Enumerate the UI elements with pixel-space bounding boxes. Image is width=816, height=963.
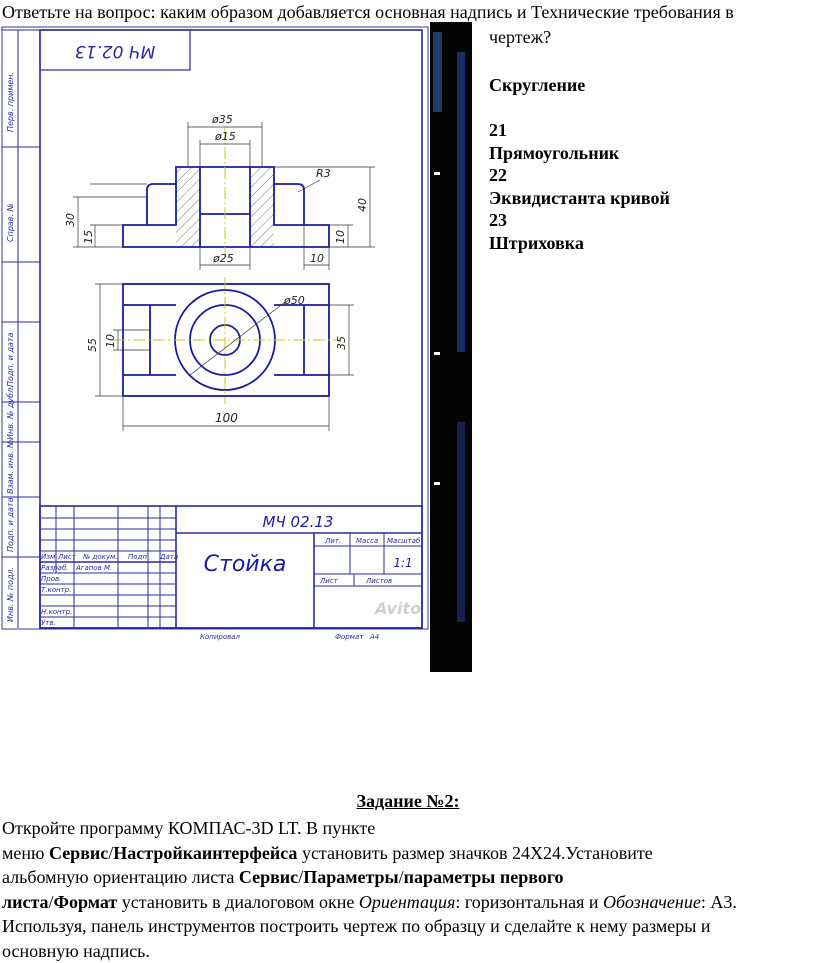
task-line: Используя, панель инструментов построить чертеж по образцу и сделайте к нему размеры и	[2, 914, 814, 939]
task-line	[2, 890, 814, 915]
menu-ref: Параметры	[303, 867, 398, 887]
menu-ref: Настройкаинтерфейса	[113, 843, 297, 863]
tb-label: Агапов М.	[75, 564, 112, 572]
side-label: Инв. № подл.	[6, 567, 15, 622]
dim-label: R3	[316, 167, 331, 180]
dim-label: 10	[104, 334, 117, 348]
tb-label: Дата	[159, 553, 178, 561]
top-designation: МЧ 02.13	[75, 41, 155, 61]
task-text: установить размер значков 24X24.Установите	[297, 843, 652, 863]
dim-label: 30	[64, 213, 77, 227]
task-line: Откройте программу КОМПАС-3D LT. В пункте	[2, 816, 814, 841]
side-label: Подп. и дата	[6, 332, 15, 387]
tb-label: Масса	[356, 537, 378, 545]
tb-label: Изм	[41, 553, 56, 561]
tb-label: Листов	[365, 577, 392, 585]
task-text: /	[108, 843, 113, 863]
dim-label: ø50	[283, 294, 305, 307]
task-text: /	[49, 892, 54, 912]
tb-label: Н.контр.	[41, 608, 72, 616]
tb-label: Утв.	[41, 619, 56, 627]
menu-ref: листа	[2, 892, 49, 912]
tb-label: Копировал	[200, 633, 241, 641]
menu-ref: Формат	[54, 892, 118, 912]
tb-label: Подп.	[128, 553, 149, 561]
task-text: альбомную ориентацию листа	[2, 867, 239, 887]
tb-label: Разраб.	[41, 564, 69, 572]
side-label: Подп. и дата	[6, 497, 15, 552]
technical-drawing	[0, 22, 472, 672]
dim-label: 15	[82, 230, 95, 244]
tb-label: Пров.	[41, 575, 61, 583]
dim-label: 10	[334, 230, 347, 244]
tb-label: Лист	[319, 577, 339, 585]
side-label: Перв. примен.	[6, 72, 15, 132]
tb-label: № докум.	[82, 553, 118, 561]
menu-ref: параметры первого	[404, 867, 564, 887]
dim-label: 10	[310, 252, 324, 265]
tb-label: Лит.	[324, 537, 341, 545]
dim-label: 35	[335, 336, 348, 350]
dim-label: ø25	[212, 252, 234, 265]
option-ref: Ориентация	[359, 892, 456, 912]
task-text: : горизонтальная и	[455, 892, 603, 912]
dim-label: 55	[86, 338, 99, 352]
answer-item: 22	[489, 164, 670, 187]
tb-label: Т.контр.	[41, 586, 71, 594]
dim-label: 40	[356, 198, 369, 212]
scale-value: 1:1	[393, 556, 412, 570]
task-line	[2, 841, 814, 866]
task-body	[2, 816, 814, 963]
task-text: меню	[2, 843, 49, 863]
tb-label: Лист	[57, 553, 77, 561]
answer-item: 23	[489, 209, 670, 232]
tb-label: Масштаб	[387, 537, 421, 545]
answer-item: Эквидистанта кривой	[489, 187, 670, 210]
menu-ref: Сервис	[239, 867, 298, 887]
option-ref: Обозначение	[603, 892, 701, 912]
task-text: /	[298, 867, 303, 887]
task-text: /	[399, 867, 404, 887]
answer-item: Прямоугольник	[489, 142, 670, 165]
tb-label: А4	[369, 633, 379, 641]
question-line-1: Ответьте на вопрос: каким образом добавляется основная надпись и Технические требования в	[2, 2, 734, 23]
side-label: Инв. № дубл.	[6, 385, 15, 440]
answer-item: Скругление	[489, 74, 670, 97]
part-name: Стойка	[204, 552, 287, 577]
answer-spacer	[489, 97, 670, 120]
answer-list	[489, 74, 670, 254]
task-text: установить в диалоговом окне	[117, 892, 359, 912]
task-line: основную надпись.	[2, 939, 814, 963]
designation: МЧ 02.13	[263, 513, 334, 531]
menu-ref: Сервис	[49, 843, 108, 863]
side-label: Справ. №	[6, 203, 15, 242]
answer-item: Штриховка	[489, 232, 670, 255]
dim-label: 100	[215, 411, 238, 425]
task-line	[2, 865, 814, 890]
answer-item: 21	[489, 119, 670, 142]
task-title: Задание №2:	[0, 791, 816, 812]
task-text: : А3.	[701, 892, 737, 912]
tb-label: Формат	[335, 633, 364, 641]
question-line-2: чертеж?	[489, 27, 551, 48]
screenshot-strip	[430, 22, 472, 672]
dim-label: ø35	[211, 113, 233, 126]
side-label: Взам. инв. №	[6, 440, 15, 494]
dim-label: ø15	[214, 130, 236, 143]
watermark: Avito	[373, 599, 421, 618]
